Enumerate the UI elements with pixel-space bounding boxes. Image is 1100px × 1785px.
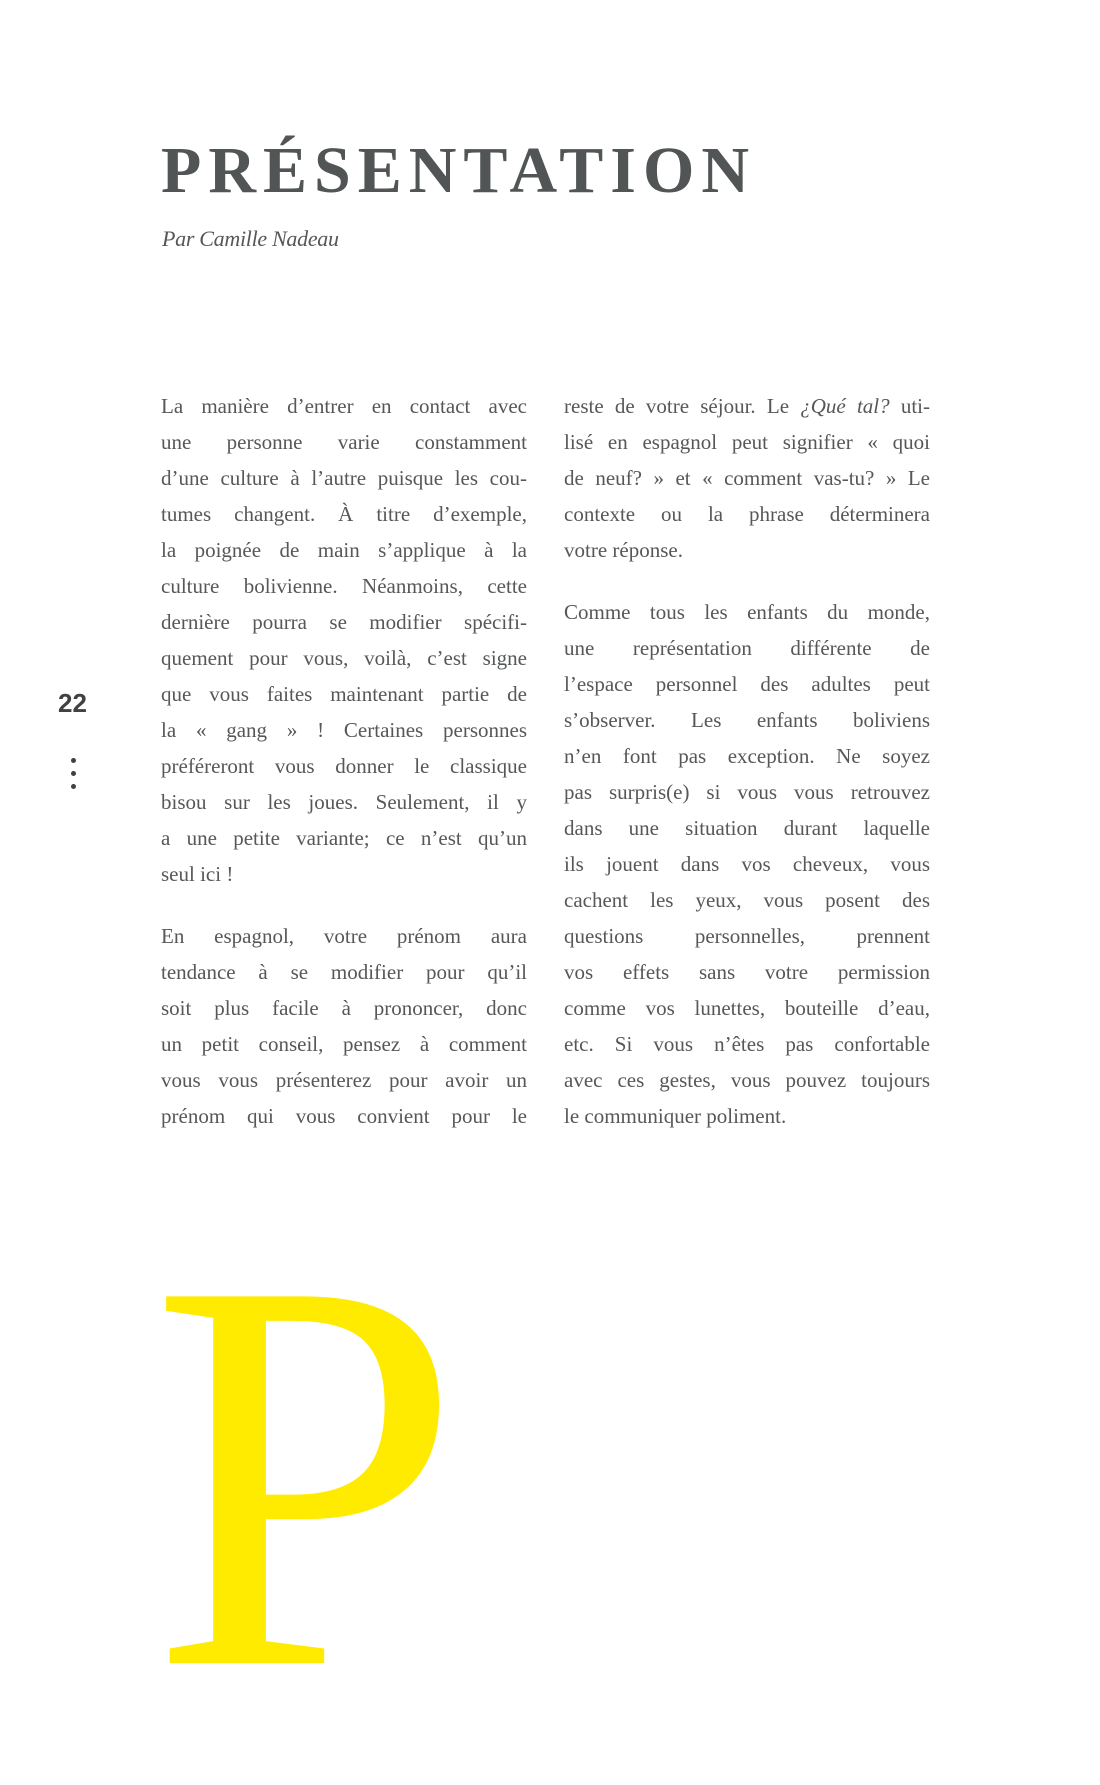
text-line: la « gang » ! Certaines personnes	[161, 718, 527, 742]
text-line: Comme tous les enfants du monde,	[564, 600, 930, 624]
text-line: que vous faites maintenant partie de	[161, 682, 527, 706]
page-title: PRÉSENTATION	[161, 134, 756, 207]
more-dots-icon	[71, 758, 77, 797]
text-line: pas surpris(e) si vous vous retrouvez	[564, 780, 930, 804]
text-segment: uti-	[889, 394, 931, 418]
column-right	[564, 388, 930, 1160]
paragraph	[161, 918, 527, 1134]
text-line: vos effets sans votre permission	[564, 960, 930, 984]
text-line: une représentation différente de	[564, 636, 930, 660]
text-line: En espagnol, votre prénom aura	[161, 924, 527, 948]
paragraph	[564, 594, 930, 1134]
text-line: contexte ou la phrase déterminera	[564, 502, 930, 526]
text-line: questions personnelles, prennent	[564, 924, 930, 948]
text-line: de neuf? » et « comment vas-tu? » Le	[564, 466, 930, 490]
decorative-drop-letter: P	[150, 1165, 462, 1785]
dot	[71, 784, 76, 789]
text-line: s’observer. Les enfants boliviens	[564, 708, 930, 732]
text-line: vous vous présenterez pour avoir un	[161, 1068, 527, 1092]
text-line: dernière pourra se modifier spécifi-	[161, 610, 527, 634]
column-left	[161, 388, 527, 1160]
text-line: une personne varie constamment	[161, 430, 527, 454]
text-line: dans une situation durant laquelle	[564, 816, 930, 840]
text-line: La manière d’entrer en contact avec	[161, 394, 527, 418]
text-line: l’espace personnel des adultes peut	[564, 672, 930, 696]
dot	[71, 771, 76, 776]
text-line: soit plus facile à prononcer, donc	[161, 996, 527, 1020]
text-line: d’une culture à l’autre puisque les cou-	[161, 466, 527, 490]
text-line: prénom qui vous convient pour le	[161, 1104, 527, 1128]
italic-phrase: ¿Qué tal?	[800, 394, 890, 418]
text-line: bisou sur les joues. Seulement, il y	[161, 790, 527, 814]
text-segment: reste de votre séjour. Le	[564, 394, 801, 418]
dot	[71, 758, 76, 763]
text-line: préféreront vous donner le classique	[161, 754, 527, 778]
text-line: comme vos lunettes, bouteille d’eau,	[564, 996, 930, 1020]
text-line: tendance à se modifier pour qu’il	[161, 960, 527, 984]
text-line: le communiquer poliment.	[564, 1104, 787, 1128]
text-line: n’en font pas exception. Ne soyez	[564, 744, 930, 768]
text-line: lisé en espagnol peut signifier « quoi	[564, 430, 930, 454]
text-line: culture bolivienne. Néanmoins, cette	[161, 574, 527, 598]
byline: Par Camille Nadeau	[162, 226, 339, 251]
page-number: 22	[58, 688, 87, 718]
text-line: ils jouent dans vos cheveux, vous	[564, 852, 930, 876]
text-line: un petit conseil, pensez à comment	[161, 1032, 527, 1056]
paragraph	[564, 388, 930, 568]
text-line: a une petite variante; ce n’est qu’un	[161, 826, 527, 850]
paragraph	[161, 388, 527, 892]
text-line: la poignée de main s’applique à la	[161, 538, 527, 562]
text-line	[564, 388, 930, 424]
text-line: avec ces gestes, vous pouvez toujours	[564, 1068, 930, 1092]
text-line: seul ici !	[161, 862, 234, 886]
text-line: quement pour vous, voilà, c’est signe	[161, 646, 527, 670]
text-line: tumes changent. À titre d’exemple,	[161, 502, 527, 526]
text-line: etc. Si vous n’êtes pas confortable	[564, 1032, 930, 1056]
text-line: cachent les yeux, vous posent des	[564, 888, 930, 912]
text-line: votre réponse.	[564, 538, 683, 562]
